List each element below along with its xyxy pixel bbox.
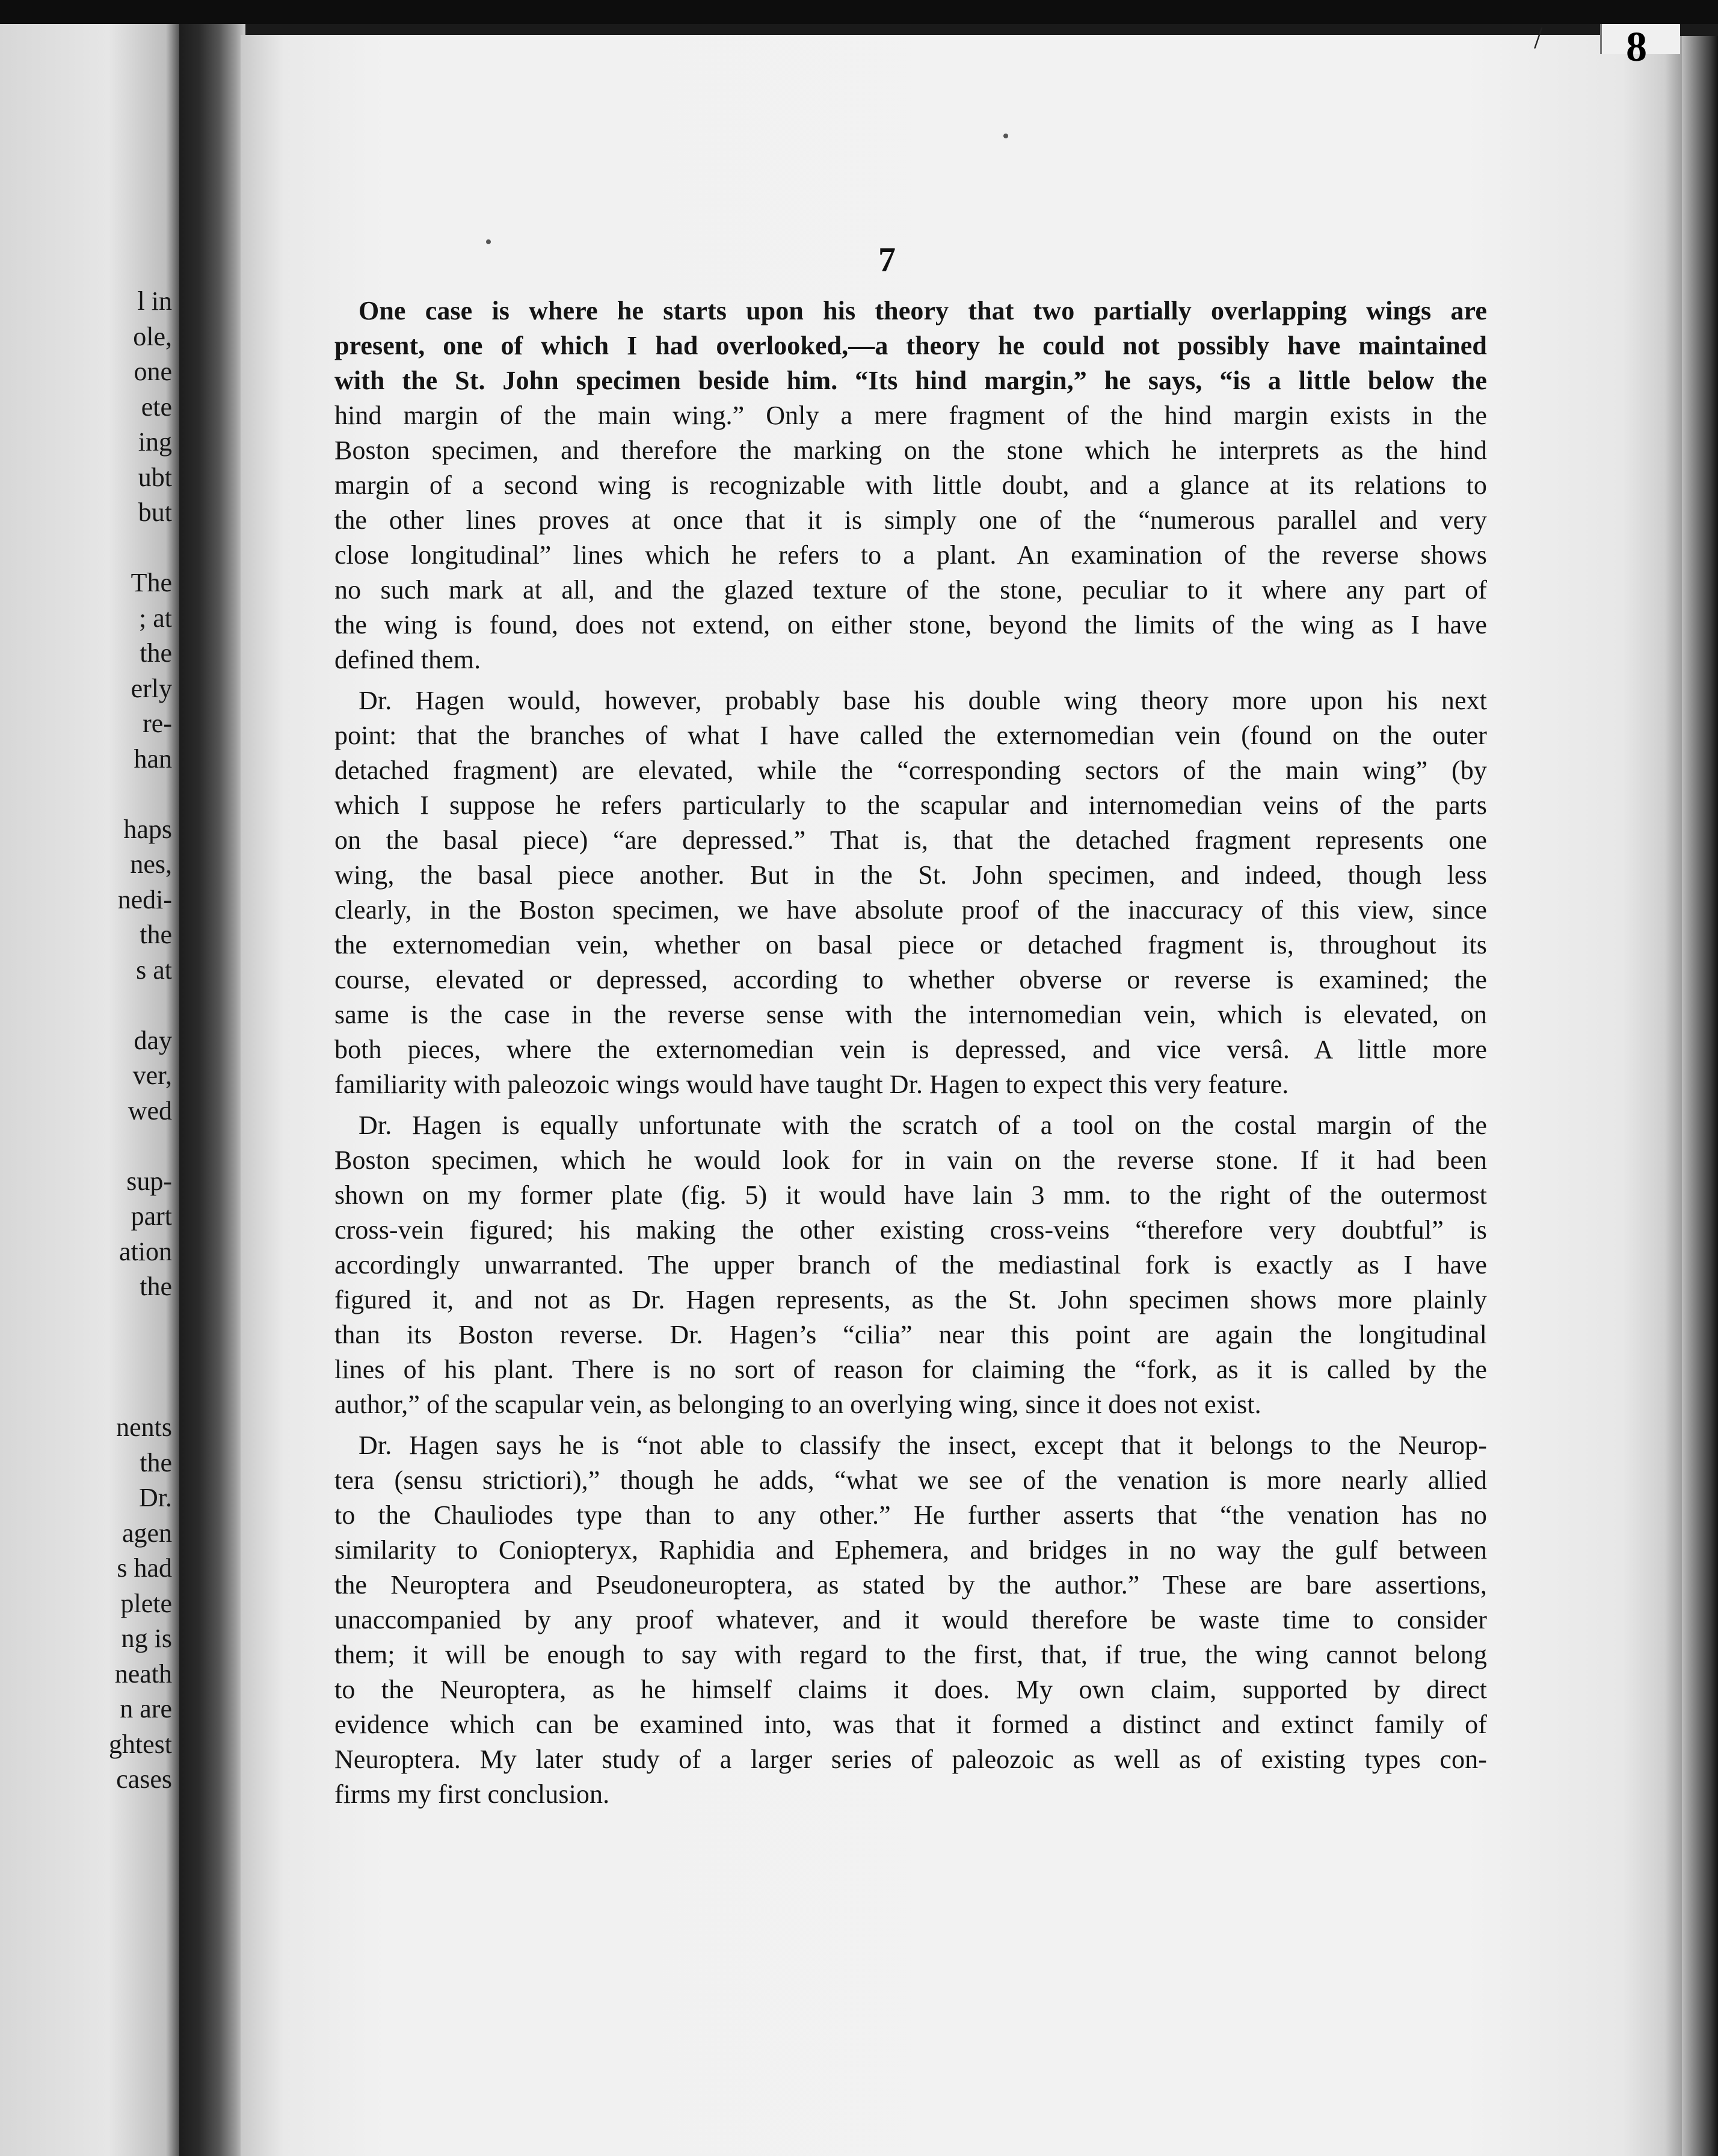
- text-line: which I suppose he refers particularly to the scapular and internomedian veins of the parts: [334, 790, 1487, 820]
- text-line: present, one of which I had overlooked,—a theory he could not possibly have maintained: [334, 331, 1487, 360]
- binding-gutter: [179, 24, 245, 2156]
- text-line: clearly, in the Boston specimen, we have absolute proof of the inaccuracy of this view, since: [334, 895, 1487, 925]
- left-page-line: the: [140, 638, 172, 668]
- page-edge: [1624, 36, 1682, 2156]
- text-line: author,” of the scapular vein, as belonging to an overlying wing, since it does not exist.: [334, 1390, 1261, 1419]
- left-page-line: the: [140, 1272, 172, 1301]
- left-page-line: plete: [120, 1588, 172, 1618]
- text-line: Boston specimen, which he would look for in vain on the reverse stone. If it had been: [334, 1145, 1487, 1175]
- left-page-line: n are: [120, 1694, 172, 1723]
- left-page-line: ation: [119, 1236, 172, 1266]
- left-page-line: agen: [122, 1518, 172, 1548]
- speck-mark: [486, 239, 491, 244]
- left-page-line: day: [134, 1025, 172, 1055]
- text-line: One case is where he starts upon his theory that two partially overlapping wings are: [359, 296, 1487, 325]
- text-line: defined them.: [334, 645, 481, 674]
- left-page-line: re-: [143, 709, 172, 738]
- speck-mark: [1003, 134, 1008, 138]
- text-line: no such mark at all, and the glazed texture of the stone, peculiar to it where any part of: [334, 575, 1487, 605]
- left-page-line: s at: [136, 955, 172, 985]
- text-line: the wing is found, does not extend, on either stone, beyond the limits of the wing as I have: [334, 610, 1487, 639]
- left-page-line: erly: [131, 673, 172, 703]
- text-line: accordingly unwarranted. The upper branch of the mediastinal fork is exactly as I have: [334, 1250, 1487, 1280]
- paragraph: [334, 1108, 1487, 1422]
- text-line: to the Chauliodes type than to any other.” He further asserts that “the venation has no: [334, 1500, 1487, 1530]
- left-page-line: neath: [114, 1659, 172, 1689]
- left-page-line: ng is: [121, 1624, 172, 1653]
- text-line: with the St. John specimen beside him. “Its hind margin,” he says, “is a little below the: [334, 366, 1487, 395]
- text-line: same is the case in the reverse sense with the internomedian vein, which is elevated, on: [334, 1000, 1487, 1029]
- left-page-line: the: [140, 920, 172, 949]
- text-line: Boston specimen, and therefore the marking on the stone which he interprets as the hind: [334, 436, 1487, 465]
- paragraph: [334, 294, 1487, 677]
- text-line: figured it, and not as Dr. Hagen represents, as the St. John specimen shows more plainly: [334, 1285, 1487, 1314]
- pencil-mark: /: [1534, 21, 1543, 55]
- text-line: close longitudinal” lines which he refers to a plant. An examination of the reverse shows: [334, 540, 1487, 570]
- next-page-number: 8: [1626, 24, 1647, 70]
- left-page-line: nents: [116, 1412, 172, 1442]
- text-line: tera (sensu strictiori),” though he adds, “what we see of the venation is more nearly allied: [334, 1465, 1487, 1495]
- left-page-line: ole,: [133, 321, 172, 351]
- text-line: evidence which can be examined into, was that it formed a distinct and extinct family of: [334, 1710, 1487, 1739]
- left-page-line: part: [131, 1201, 172, 1231]
- left-page-line: the: [140, 1447, 172, 1477]
- left-page-line: nes,: [130, 849, 172, 879]
- text-line: on the basal piece) “are depressed.” That is, that the detached fragment represents one: [334, 825, 1487, 855]
- left-page-line: ; at: [139, 603, 172, 633]
- paragraph: [334, 1428, 1487, 1812]
- left-page-line: sup-: [126, 1166, 172, 1196]
- text-line: the other lines proves at once that it is simply one of the “numerous parallel and very: [334, 505, 1487, 535]
- text-line: Dr. Hagen is equally unfortunate with the scratch of a tool on the costal margin of the: [359, 1110, 1487, 1140]
- text-line: margin of a second wing is recognizable with little doubt, and a glance at its relations to: [334, 470, 1487, 500]
- text-line: to the Neuroptera, as he himself claims it does. My own claim, supported by direct: [334, 1675, 1487, 1704]
- text-line: firms my first conclusion.: [334, 1779, 610, 1809]
- paragraph: [334, 683, 1487, 1102]
- left-page-line: ete: [141, 392, 172, 422]
- text-line: Neuroptera. My later study of a larger series of paleozoic as well as of existing types con-: [334, 1745, 1487, 1774]
- text-line: Dr. Hagen says he is “not able to classify the insect, except that it belongs to the Neurop-: [359, 1431, 1487, 1460]
- left-facing-page: [0, 24, 180, 2156]
- left-page-line: nedi-: [117, 884, 172, 914]
- page-edge-shadow: [1682, 36, 1718, 2156]
- text-line: wing, the basal piece another. But in the St. John specimen, and indeed, though less: [334, 860, 1487, 890]
- scan-top-border: [0, 0, 1718, 24]
- left-page-line: ghtest: [108, 1729, 172, 1759]
- text-line: unaccompanied by any proof whatever, and it would therefore be waste time to consider: [334, 1605, 1487, 1634]
- text-line: hind margin of the main wing.” Only a mere fragment of the hind margin exists in the: [334, 401, 1487, 430]
- left-page-line: wed: [128, 1095, 172, 1126]
- text-line: the Neuroptera and Pseudoneuroptera, as stated by the author.” These are bare assertions,: [334, 1570, 1487, 1600]
- text-line: the externomedian vein, whether on basal piece or detached fragment is, throughout its: [334, 930, 1487, 959]
- text-line: lines of his plant. There is no sort of reason for claiming the “fork, as it is called by the: [334, 1355, 1487, 1384]
- text-line: similarity to Coniopteryx, Raphidia and Ephemera, and bridges in no way the gulf between: [334, 1535, 1487, 1565]
- text-line: than its Boston reverse. Dr. Hagen’s “cilia” near this point are again the longitudinal: [334, 1320, 1487, 1349]
- next-page-tab: [1600, 24, 1680, 70]
- left-page-line: ubt: [138, 462, 172, 492]
- left-page-line: ing: [138, 427, 172, 457]
- left-page-line: han: [134, 744, 172, 774]
- left-page-line: one: [134, 357, 172, 386]
- left-page-line: cases: [116, 1764, 172, 1794]
- text-line: shown on my former plate (fig. 5) it would have lain 3 mm. to the right of the outermost: [334, 1180, 1487, 1210]
- text-line: detached fragment) are elevated, while the “corresponding sectors of the main wing” (by: [334, 756, 1487, 785]
- text-line: Dr. Hagen would, however, probably base his double wing theory more upon his next: [359, 686, 1487, 715]
- left-page-line: ver,: [132, 1061, 172, 1090]
- text-line: both pieces, where the externomedian vein is depressed, and vice versâ. A little more: [334, 1035, 1487, 1064]
- page-number: 7: [878, 240, 896, 279]
- text-line: them; it will be enough to say with regard to the first, that, if true, the wing cannot belong: [334, 1640, 1487, 1669]
- text-line: cross-vein figured; his making the other existing cross-veins “therefore very doubtful” is: [334, 1215, 1487, 1245]
- left-page-line: haps: [123, 814, 172, 844]
- left-page-line: The: [131, 568, 172, 597]
- text-line: familiarity with paleozoic wings would have taught Dr. Hagen to expect this very feature.: [334, 1070, 1289, 1099]
- left-page-line: but: [138, 497, 172, 527]
- body-text: [334, 294, 1487, 1818]
- text-line: course, elevated or depressed, according to whether obverse or reverse is examined; the: [334, 965, 1487, 994]
- text-line: point: that the branches of what I have called the externomedian vein (found on the outer: [334, 721, 1487, 750]
- left-page-line: s had: [117, 1553, 172, 1583]
- left-page-line: l in: [137, 286, 172, 316]
- left-page-line: Dr.: [139, 1483, 172, 1512]
